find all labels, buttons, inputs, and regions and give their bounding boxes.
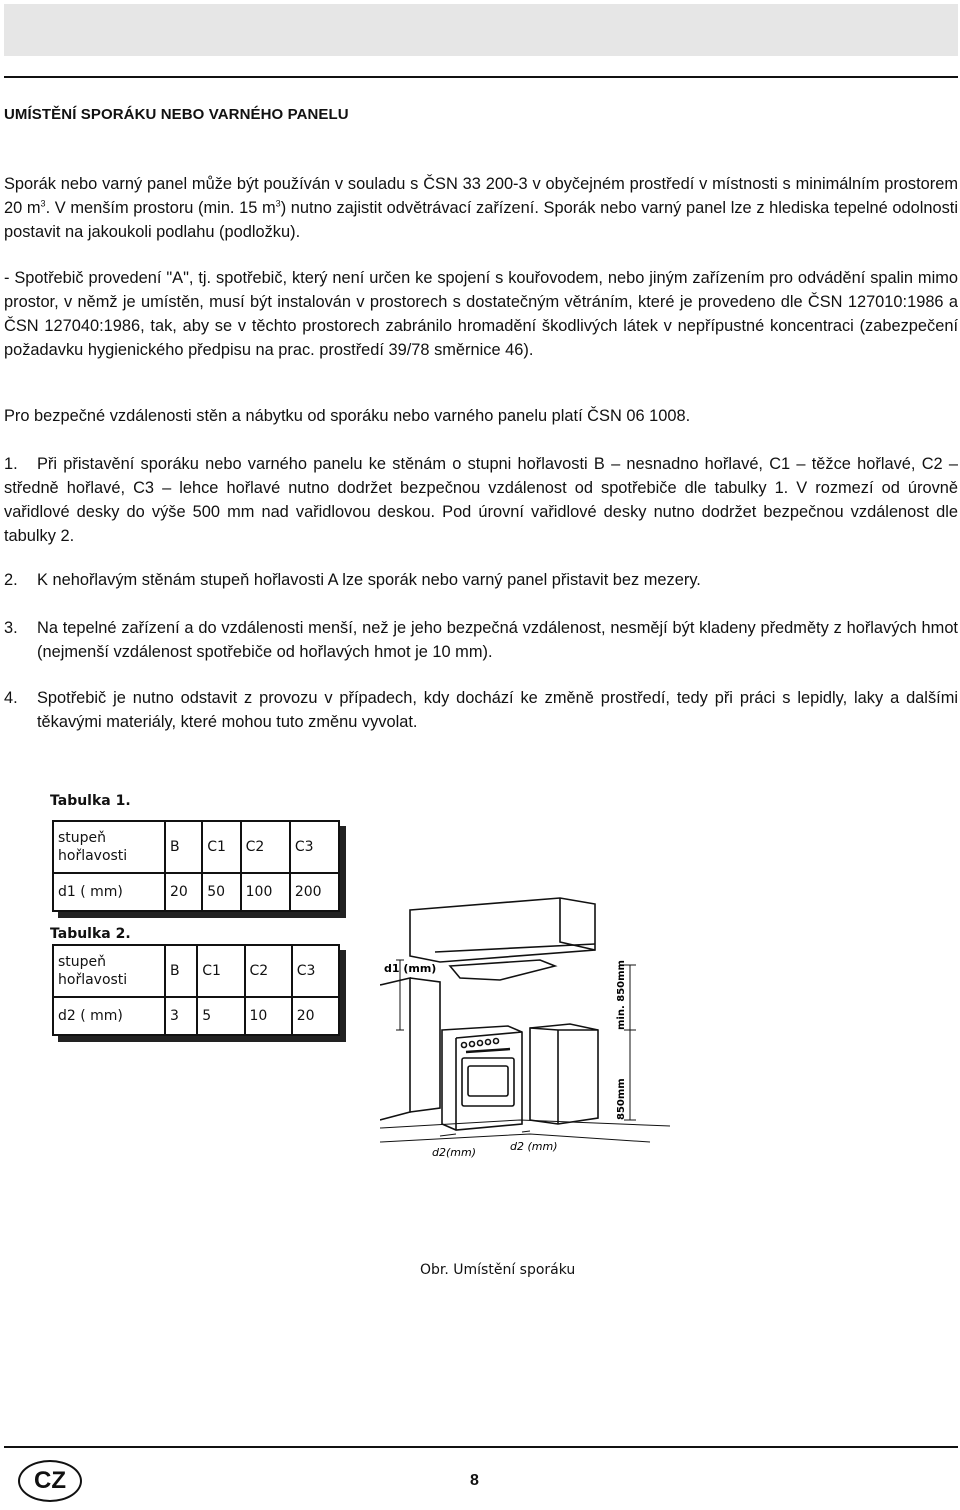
oven-door bbox=[462, 1058, 514, 1106]
table-cell: 5 bbox=[197, 997, 244, 1035]
item-text: Na tepelné zařízení a do vzdálenosti menší, než je jeho bezpečná vzdálenost, nesmějí být kladeny předměty z hořlavých hmot (nejmenší vzdálenost spotřebiče od hořlavých hmot je 10 mm). bbox=[37, 619, 958, 661]
oven-window bbox=[468, 1066, 508, 1096]
language-badge: CZ bbox=[18, 1460, 82, 1502]
item-number: 1. bbox=[4, 455, 18, 473]
table2-caption: Tabulka 2. bbox=[50, 926, 131, 942]
table-cell: stupeň hořlavosti bbox=[53, 821, 165, 873]
table-cell: B bbox=[165, 945, 197, 997]
intro-text-2: . V menším prostoru (min. 15 m bbox=[45, 199, 276, 217]
table-cell: stupeň hořlavosti bbox=[53, 945, 165, 997]
table-cell: 20 bbox=[165, 873, 202, 911]
stove-top-edge bbox=[456, 1032, 522, 1038]
item-text: K nehořlavým stěnám stupeň hořlavosti A lze sporák nebo varný panel přistavit bez mezery. bbox=[37, 571, 701, 589]
table-row bbox=[53, 821, 339, 873]
right-cabinet bbox=[530, 1024, 598, 1124]
list-item bbox=[4, 616, 958, 664]
safe-distance-paragraph: Pro bezpečné vzdálenosti stěn a nábytku od sporáku nebo varného panelu platí ČSN 06 1008. bbox=[4, 407, 691, 425]
table-cell: B bbox=[165, 821, 202, 873]
table-cell: C1 bbox=[202, 821, 240, 873]
table2 bbox=[52, 944, 340, 1036]
table-cell: C3 bbox=[290, 821, 339, 873]
knob-icon bbox=[486, 1040, 491, 1045]
item-number: 2. bbox=[4, 571, 18, 589]
table-row bbox=[53, 945, 339, 997]
floor-line bbox=[380, 1120, 670, 1128]
list-item bbox=[4, 686, 958, 734]
table1-caption: Tabulka 1. bbox=[50, 793, 131, 809]
table-cell: C2 bbox=[241, 821, 290, 873]
d1-label: d1 (mm) bbox=[384, 962, 437, 975]
item-text: Při přistavění sporáku nebo varného panelu ke stěnám o stupni hořlavosti B – nesnadno hořlavé, C1 – těžce hořlavé, C2 – středně hořlavé, C3 – lehce hořlavé nutno dodržet bezpečnou vzdálenost od spotřebiče dle tabulky 1. V rozmezí od úrovně vařidlové desky do výše 500 mm nad vařidlovou deskou. Pod úrovní vařidlové desky nutno dodržet bezpečnou vzdálenost dle tabulky 2. bbox=[4, 455, 958, 545]
intro-paragraph bbox=[4, 172, 958, 244]
stove-placement-figure bbox=[380, 880, 670, 1170]
header-rule bbox=[4, 76, 958, 78]
table-cell: d2 ( mm) bbox=[53, 997, 165, 1035]
table-cell: 10 bbox=[245, 997, 292, 1035]
upper-cabinet-edge bbox=[560, 898, 595, 950]
list-item bbox=[4, 568, 958, 592]
list-item bbox=[4, 452, 958, 548]
d2-left-label: d2(mm) bbox=[432, 1146, 476, 1159]
figure-caption: Obr. Umístění sporáku bbox=[420, 1262, 576, 1278]
upper-cabinet-bottom bbox=[435, 944, 595, 952]
item-number: 3. bbox=[4, 619, 18, 637]
intro-text-1: Sporák nebo varný panel může být používán v souladu s ČSN 33 200-3 v obyčejném prostředí v místnosti s minimálním prostorem 20 m bbox=[4, 175, 958, 217]
min850-label: min. 850mm bbox=[616, 960, 627, 1030]
oven-handle bbox=[466, 1049, 510, 1052]
table-cell: C2 bbox=[245, 945, 292, 997]
table-row bbox=[53, 873, 339, 911]
item-number: 4. bbox=[4, 689, 18, 707]
table1 bbox=[52, 820, 340, 912]
knob-icon bbox=[478, 1041, 483, 1046]
h850-label: 850mm bbox=[616, 1078, 627, 1120]
table-cell: 3 bbox=[165, 997, 197, 1035]
hood bbox=[450, 960, 555, 980]
item-text: Spotřebič je nutno odstavit z provozu v případech, kdy dochází ke změně prostředí, tedy při práci s lepidly, laky a dalšími těkavými materiály, které mohou tuto změnu vyvolat. bbox=[37, 689, 958, 731]
page-title: UMÍSTĚNÍ SPORÁKU NEBO VARNÉHO PANELU bbox=[4, 106, 349, 123]
table-cell: 50 bbox=[202, 873, 240, 911]
left-cabinet-side bbox=[410, 978, 440, 1112]
d2-right-label: d2 (mm) bbox=[510, 1140, 558, 1153]
page-number: 8 bbox=[470, 1472, 479, 1489]
intro-text-3: ) nutno zajistit odvětrávací zařízení. Sporák nebo varný panel lze z hlediska tepelné odolnosti postavit na jakoukoli podlahu (podložku). bbox=[4, 199, 958, 241]
table-cell: 20 bbox=[292, 997, 339, 1035]
superscript: 3 bbox=[40, 198, 46, 209]
table-cell: d1 ( mm) bbox=[53, 873, 165, 911]
footer-rule bbox=[4, 1446, 958, 1448]
knob-icon bbox=[462, 1043, 467, 1048]
table-cell: C1 bbox=[197, 945, 244, 997]
d2-left-line bbox=[440, 1134, 456, 1136]
table-cell: 200 bbox=[290, 873, 339, 911]
table-row bbox=[53, 997, 339, 1035]
table-cell: C3 bbox=[292, 945, 339, 997]
d2-right-line bbox=[522, 1131, 530, 1132]
left-cabinet bbox=[380, 978, 410, 1120]
header-bar bbox=[4, 4, 958, 56]
superscript: 3 bbox=[275, 198, 281, 209]
table-cell: 100 bbox=[241, 873, 290, 911]
knob-icon bbox=[494, 1039, 499, 1044]
knob-icon bbox=[470, 1042, 475, 1047]
spotrebic-a-paragraph: - Spotřebič provedení "A", tj. spotřebič, který není určen ke spojení s kouřovodem, nebo jiným zařízením pro odvádění spalin mimo prostor, v němž je umístěn, musí být instalován v prostorech s dostatečným větráním, které je provedeno dle ČSN 127010:1986 a ČSN 127040:1986, tak, aby se v těchto prostorech zabránilo hromadění škodlivých látek v nepřípustné koncentraci (zabezpečení požadavku hygienického předpisu na prac. prostředí 39/78 směrnice 46). bbox=[4, 269, 958, 359]
